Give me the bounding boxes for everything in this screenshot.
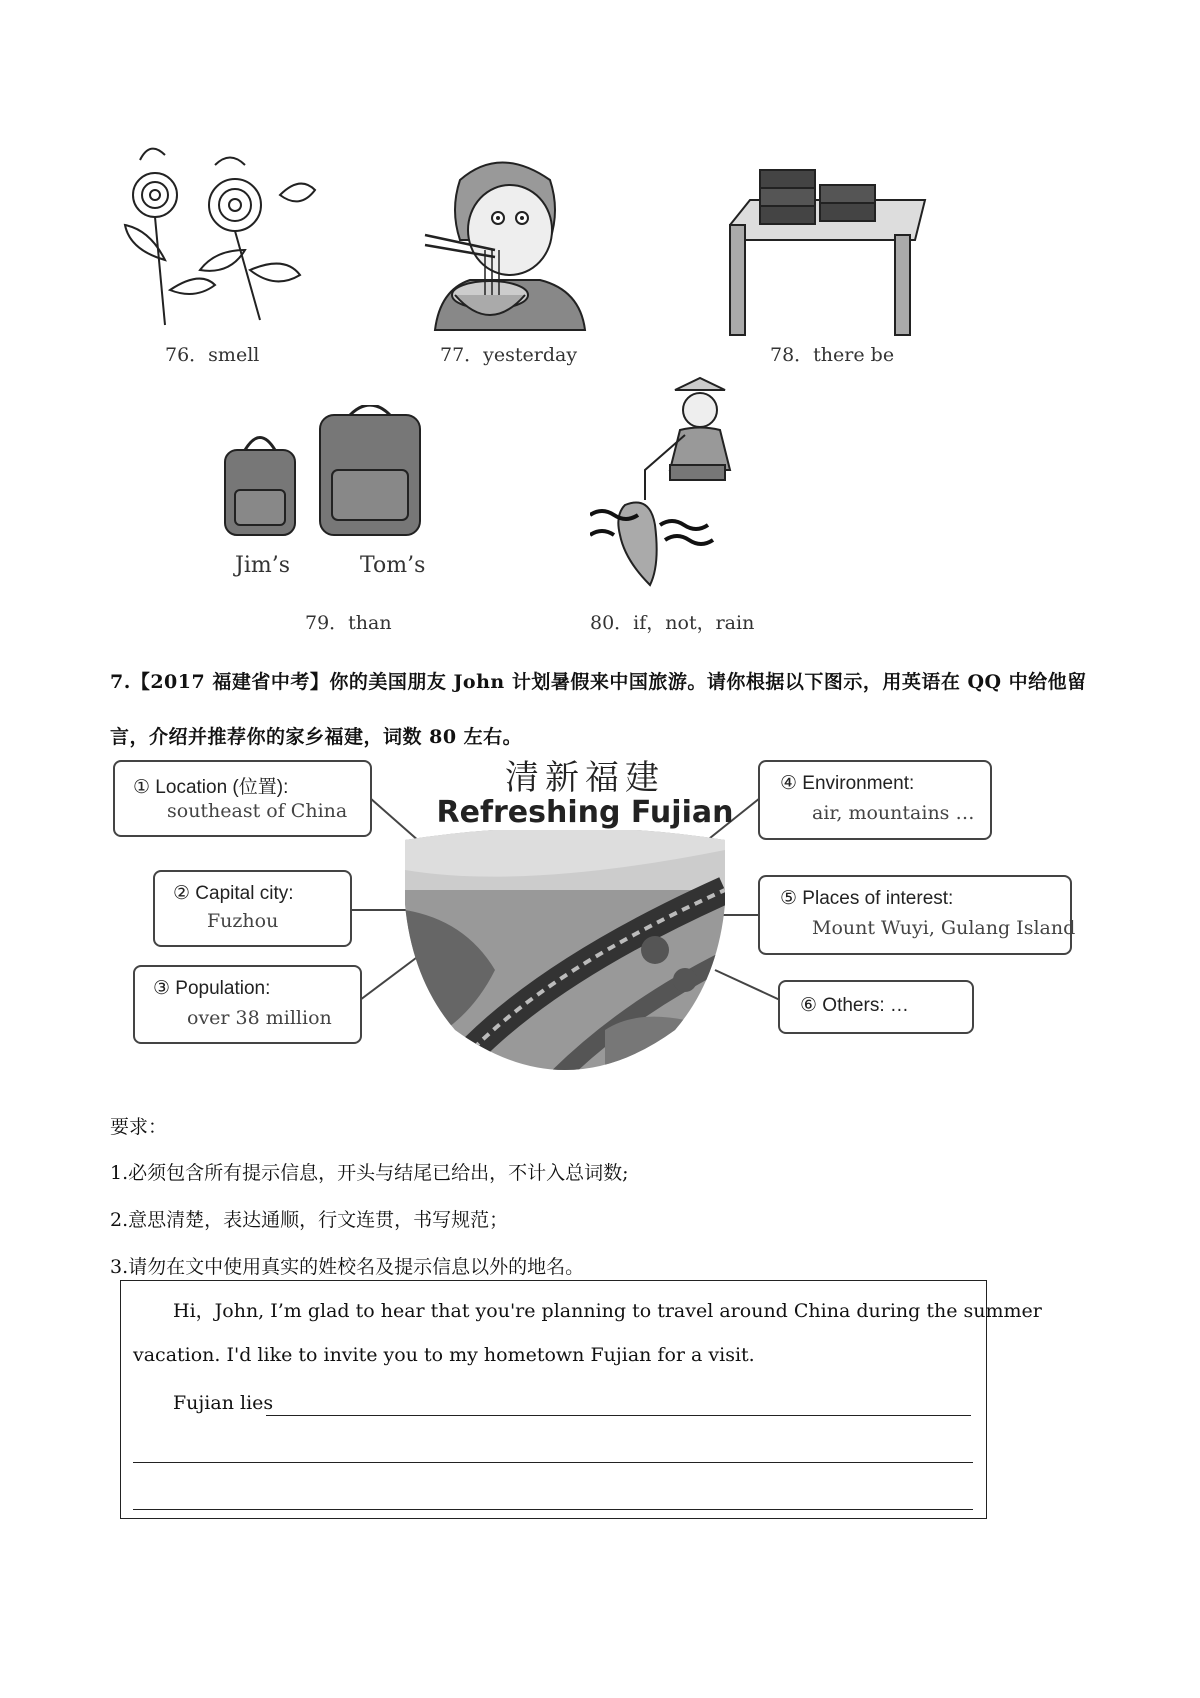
info-box-places-value: Mount Wuyi, Gulang Island bbox=[812, 917, 1076, 939]
picture-boy-eating bbox=[420, 150, 595, 335]
info-box-population-title: ③ Population: bbox=[153, 978, 271, 999]
poster bbox=[0, 750, 1200, 1080]
info-box-others bbox=[778, 980, 974, 1034]
info-box-population-value: over 38 million bbox=[187, 1007, 332, 1029]
picture-label-79: 79．than bbox=[305, 612, 392, 634]
poster-title-en: Refreshing Fujian bbox=[436, 795, 734, 830]
books-on-table-icon bbox=[720, 165, 930, 340]
info-box-places-of-interest bbox=[758, 875, 1076, 955]
bag-label-jims: Jim’s bbox=[235, 553, 290, 578]
info-box-others-title: ⑥ Others: … bbox=[800, 995, 909, 1016]
info-box-location bbox=[113, 760, 372, 837]
info-box-capital-title: ② Capital city: bbox=[173, 883, 294, 904]
answer-blank-1[interactable] bbox=[266, 1415, 971, 1416]
info-box-places-title: ⑤ Places of interest: bbox=[780, 888, 954, 909]
picture-label-76: 76．smell bbox=[165, 344, 260, 366]
info-box-environment-value: air, mountains … bbox=[812, 802, 975, 824]
picture-label-78: 78．there be bbox=[770, 344, 895, 366]
info-box-capital bbox=[153, 870, 352, 947]
picture-flowers bbox=[110, 140, 320, 330]
man-fishing-icon bbox=[590, 375, 765, 590]
info-box-environment-title: ④ Environment: bbox=[780, 773, 915, 794]
answer-blank-2[interactable] bbox=[133, 1462, 973, 1463]
info-box-capital-value: Fuzhou bbox=[207, 910, 279, 932]
requirement-item-2: 2.意思清楚，表达通顺，行文连贯，书写规范； bbox=[110, 1209, 509, 1231]
answer-line-2: vacation. I'd like to invite you to my hometown Fujian for a visit. bbox=[133, 1344, 755, 1366]
info-box-environment bbox=[758, 760, 992, 840]
picture-books-table bbox=[720, 165, 930, 340]
answer-line-3: Fujian lies bbox=[173, 1392, 274, 1414]
poster-title-cn: 清新福建 bbox=[505, 758, 665, 798]
requirement-item-1: 1.必须包含所有提示信息，开头与结尾已给出，不计入总词数; bbox=[110, 1162, 629, 1184]
flowers-icon bbox=[110, 140, 320, 330]
requirement-item-3: 3.请勿在文中使用真实的姓校名及提示信息以外的地名。 bbox=[110, 1256, 585, 1278]
picture-schoolbags bbox=[220, 405, 430, 540]
info-box-location-value: southeast of China bbox=[167, 800, 348, 822]
answer-blank-3[interactable] bbox=[133, 1509, 973, 1510]
picture-man-fishing bbox=[590, 375, 765, 590]
picture-label-77: 77．yesterday bbox=[440, 344, 578, 366]
answer-line-1: Hi，John, I’m glad to hear that you're planning to travel around China during the summer bbox=[173, 1300, 1042, 1322]
answer-box bbox=[120, 1280, 1042, 1519]
bag-label-toms: Tom’s bbox=[360, 553, 426, 578]
schoolbags-icon bbox=[220, 405, 430, 540]
question-title: 7.【2017 福建省中考】你的美国朋友 John 计划暑假来中国旅游。请你根据以下图示，用英语在 QQ 中给他留言，介绍并推荐你的家乡福建，词数 80 左右。 bbox=[110, 671, 1087, 748]
picture-label-80: 80．if，not，rain bbox=[590, 612, 755, 634]
boy-eating-noodles-icon bbox=[420, 150, 595, 335]
fujian-coast-photo bbox=[405, 830, 725, 1080]
info-box-location-title: ① Location (位置): bbox=[133, 777, 289, 798]
info-box-population bbox=[133, 965, 362, 1044]
requirements-heading: 要求： bbox=[110, 1116, 168, 1138]
